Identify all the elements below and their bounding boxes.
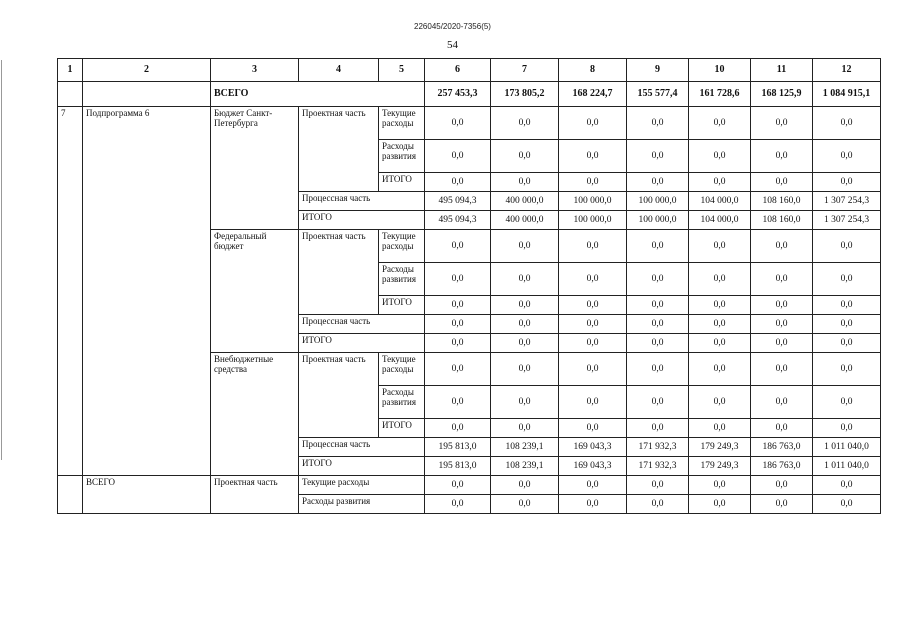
value-cell: 0,0 — [689, 334, 751, 353]
development-expenses-label: Расходы развития — [379, 263, 425, 296]
process-part-label: Процессная часть — [299, 315, 425, 334]
value-cell: 0,0 — [627, 296, 689, 315]
column-header-3: 3 — [211, 59, 299, 82]
value-cell: 0,0 — [491, 263, 559, 296]
value-cell: 0,0 — [425, 419, 491, 438]
value-cell: 108 239,1 — [491, 438, 559, 457]
value-cell: 0,0 — [425, 230, 491, 263]
value-cell: 0,0 — [425, 173, 491, 192]
value-cell: 0,0 — [425, 140, 491, 173]
value-cell: 0,0 — [491, 495, 559, 514]
itogo-label: ИТОГО — [379, 173, 425, 192]
column-header-6: 6 — [425, 59, 491, 82]
value-cell: 0,0 — [689, 419, 751, 438]
value-cell: 0,0 — [627, 419, 689, 438]
development-expenses-label: Расходы развития — [299, 495, 425, 514]
value-cell: 0,0 — [559, 386, 627, 419]
document-number: 226045/2020-7356(5) — [414, 22, 491, 31]
value-cell: 0,0 — [813, 263, 881, 296]
total-value: 173 805,2 — [491, 82, 559, 107]
value-cell: 0,0 — [491, 353, 559, 386]
total-value: 168 224,7 — [559, 82, 627, 107]
column-header-1: 1 — [58, 59, 83, 82]
itogo-label: ИТОГО — [379, 296, 425, 315]
value-cell: 0,0 — [559, 296, 627, 315]
value-cell: 0,0 — [813, 334, 881, 353]
value-cell: 0,0 — [627, 263, 689, 296]
value-cell: 0,0 — [425, 296, 491, 315]
value-cell: 195 813,0 — [425, 457, 491, 476]
value-cell: 171 932,3 — [627, 438, 689, 457]
value-cell: 169 043,3 — [559, 438, 627, 457]
value-cell: 104 000,0 — [689, 211, 751, 230]
column-header-11: 11 — [751, 59, 813, 82]
value-cell: 0,0 — [689, 315, 751, 334]
value-cell: 0,0 — [559, 263, 627, 296]
value-cell: 0,0 — [559, 107, 627, 140]
grand-project-label: Проектная часть — [211, 476, 299, 514]
current-expenses-label: Текущие расходы — [379, 107, 425, 140]
column-header-9: 9 — [627, 59, 689, 82]
row-number: 7 — [58, 107, 83, 476]
value-cell: 186 763,0 — [751, 438, 813, 457]
value-cell: 0,0 — [425, 263, 491, 296]
column-header-12: 12 — [813, 59, 881, 82]
empty-cell — [83, 82, 211, 107]
value-cell: 1 307 254,3 — [813, 211, 881, 230]
value-cell: 0,0 — [813, 419, 881, 438]
value-cell: 0,0 — [627, 495, 689, 514]
value-cell: 0,0 — [751, 296, 813, 315]
value-cell: 100 000,0 — [559, 211, 627, 230]
value-cell: 0,0 — [425, 495, 491, 514]
value-cell: 0,0 — [491, 315, 559, 334]
process-part-label: Процессная часть — [299, 192, 425, 211]
value-cell: 108 160,0 — [751, 211, 813, 230]
value-cell: 0,0 — [813, 296, 881, 315]
value-cell: 0,0 — [813, 107, 881, 140]
value-cell: 0,0 — [491, 173, 559, 192]
value-cell: 0,0 — [627, 107, 689, 140]
grand-total-label: ВСЕГО — [83, 476, 211, 514]
itogo-total-label: ИТОГО — [299, 457, 425, 476]
value-cell: 400 000,0 — [491, 192, 559, 211]
itogo-label: ИТОГО — [379, 419, 425, 438]
value-cell: 0,0 — [491, 419, 559, 438]
value-cell: 0,0 — [689, 263, 751, 296]
value-cell: 0,0 — [559, 140, 627, 173]
value-cell: 0,0 — [491, 230, 559, 263]
column-header-8: 8 — [559, 59, 627, 82]
value-cell: 0,0 — [559, 334, 627, 353]
value-cell: 100 000,0 — [559, 192, 627, 211]
total-value: 155 577,4 — [627, 82, 689, 107]
value-cell: 0,0 — [559, 315, 627, 334]
value-cell: 0,0 — [627, 353, 689, 386]
value-cell: 0,0 — [627, 334, 689, 353]
value-cell: 0,0 — [751, 107, 813, 140]
value-cell: 0,0 — [425, 334, 491, 353]
total-value: 161 728,6 — [689, 82, 751, 107]
value-cell: 0,0 — [491, 386, 559, 419]
value-cell: 104 000,0 — [689, 192, 751, 211]
value-cell: 0,0 — [425, 386, 491, 419]
development-expenses-label: Расходы развития — [379, 140, 425, 173]
value-cell: 0,0 — [751, 173, 813, 192]
value-cell: 0,0 — [491, 296, 559, 315]
value-cell: 0,0 — [491, 476, 559, 495]
value-cell: 0,0 — [689, 230, 751, 263]
empty-cell — [58, 82, 83, 107]
column-header-10: 10 — [689, 59, 751, 82]
value-cell: 0,0 — [425, 476, 491, 495]
value-cell: 0,0 — [751, 386, 813, 419]
itogo-total-label: ИТОГО — [299, 334, 425, 353]
table-row — [58, 82, 881, 107]
value-cell: 100 000,0 — [627, 192, 689, 211]
value-cell: 0,0 — [627, 386, 689, 419]
development-expenses-label: Расходы развития — [379, 386, 425, 419]
value-cell: 0,0 — [425, 315, 491, 334]
value-cell: 0,0 — [627, 315, 689, 334]
table-row — [58, 476, 881, 495]
total-value: 257 453,3 — [425, 82, 491, 107]
scan-edge-line — [1, 60, 2, 460]
value-cell: 1 011 040,0 — [813, 438, 881, 457]
value-cell: 0,0 — [689, 173, 751, 192]
project-part-label: Проектная часть — [299, 230, 379, 315]
value-cell: 0,0 — [751, 419, 813, 438]
value-cell: 0,0 — [751, 334, 813, 353]
value-cell: 0,0 — [813, 230, 881, 263]
value-cell: 0,0 — [559, 419, 627, 438]
value-cell: 169 043,3 — [559, 457, 627, 476]
total-value: 168 125,9 — [751, 82, 813, 107]
value-cell: 0,0 — [751, 315, 813, 334]
value-cell: 0,0 — [689, 495, 751, 514]
value-cell: 0,0 — [751, 140, 813, 173]
value-cell: 0,0 — [813, 386, 881, 419]
value-cell: 0,0 — [491, 140, 559, 173]
value-cell: 0,0 — [689, 476, 751, 495]
current-expenses-label: Текущие расходы — [379, 230, 425, 263]
value-cell: 0,0 — [627, 173, 689, 192]
value-cell: 0,0 — [689, 296, 751, 315]
value-cell: 108 160,0 — [751, 192, 813, 211]
value-cell: 0,0 — [813, 476, 881, 495]
subprogram-name: Подпрограмма 6 — [83, 107, 211, 476]
value-cell: 0,0 — [627, 230, 689, 263]
value-cell: 400 000,0 — [491, 211, 559, 230]
value-cell: 0,0 — [559, 353, 627, 386]
project-part-label: Проектная часть — [299, 353, 379, 438]
value-cell: 0,0 — [751, 353, 813, 386]
value-cell: 0,0 — [491, 334, 559, 353]
value-cell: 0,0 — [559, 495, 627, 514]
value-cell: 0,0 — [689, 107, 751, 140]
column-header-5: 5 — [379, 59, 425, 82]
table-row — [58, 107, 881, 140]
value-cell: 0,0 — [559, 230, 627, 263]
budget-table — [57, 58, 881, 514]
empty-cell — [58, 476, 83, 514]
table-row — [58, 59, 881, 82]
value-cell: 1 011 040,0 — [813, 457, 881, 476]
value-cell: 495 094,3 — [425, 192, 491, 211]
current-expenses-label: Текущие расходы — [299, 476, 425, 495]
value-cell: 0,0 — [689, 353, 751, 386]
value-cell: 108 239,1 — [491, 457, 559, 476]
value-cell: 0,0 — [813, 173, 881, 192]
value-cell: 0,0 — [813, 353, 881, 386]
column-header-7: 7 — [491, 59, 559, 82]
process-part-label: Процессная часть — [299, 438, 425, 457]
value-cell: 0,0 — [813, 495, 881, 514]
value-cell: 0,0 — [627, 476, 689, 495]
value-cell: 0,0 — [689, 386, 751, 419]
value-cell: 100 000,0 — [627, 211, 689, 230]
funding-source: Бюджет Санкт-Петербурга — [211, 107, 299, 230]
column-header-2: 2 — [83, 59, 211, 82]
value-cell: 179 249,3 — [689, 457, 751, 476]
value-cell: 0,0 — [491, 107, 559, 140]
funding-source: Федеральный бюджет — [211, 230, 299, 353]
value-cell: 186 763,0 — [751, 457, 813, 476]
value-cell: 0,0 — [751, 230, 813, 263]
value-cell: 171 932,3 — [627, 457, 689, 476]
value-cell: 495 094,3 — [425, 211, 491, 230]
value-cell: 195 813,0 — [425, 438, 491, 457]
value-cell: 0,0 — [425, 107, 491, 140]
value-cell: 0,0 — [751, 495, 813, 514]
value-cell: 1 307 254,3 — [813, 192, 881, 211]
project-part-label: Проектная часть — [299, 107, 379, 192]
current-expenses-label: Текущие расходы — [379, 353, 425, 386]
value-cell: 0,0 — [559, 173, 627, 192]
value-cell: 0,0 — [559, 476, 627, 495]
value-cell: 0,0 — [425, 353, 491, 386]
value-cell: 0,0 — [813, 140, 881, 173]
value-cell: 0,0 — [751, 263, 813, 296]
value-cell: 0,0 — [627, 140, 689, 173]
itogo-total-label: ИТОГО — [299, 211, 425, 230]
value-cell: 0,0 — [689, 140, 751, 173]
funding-source: Внебюджетные средства — [211, 353, 299, 476]
value-cell: 179 249,3 — [689, 438, 751, 457]
page-number: 54 — [447, 39, 458, 51]
total-label: ВСЕГО — [211, 82, 425, 107]
column-header-4: 4 — [299, 59, 379, 82]
value-cell: 0,0 — [813, 315, 881, 334]
total-value: 1 084 915,1 — [813, 82, 881, 107]
value-cell: 0,0 — [751, 476, 813, 495]
